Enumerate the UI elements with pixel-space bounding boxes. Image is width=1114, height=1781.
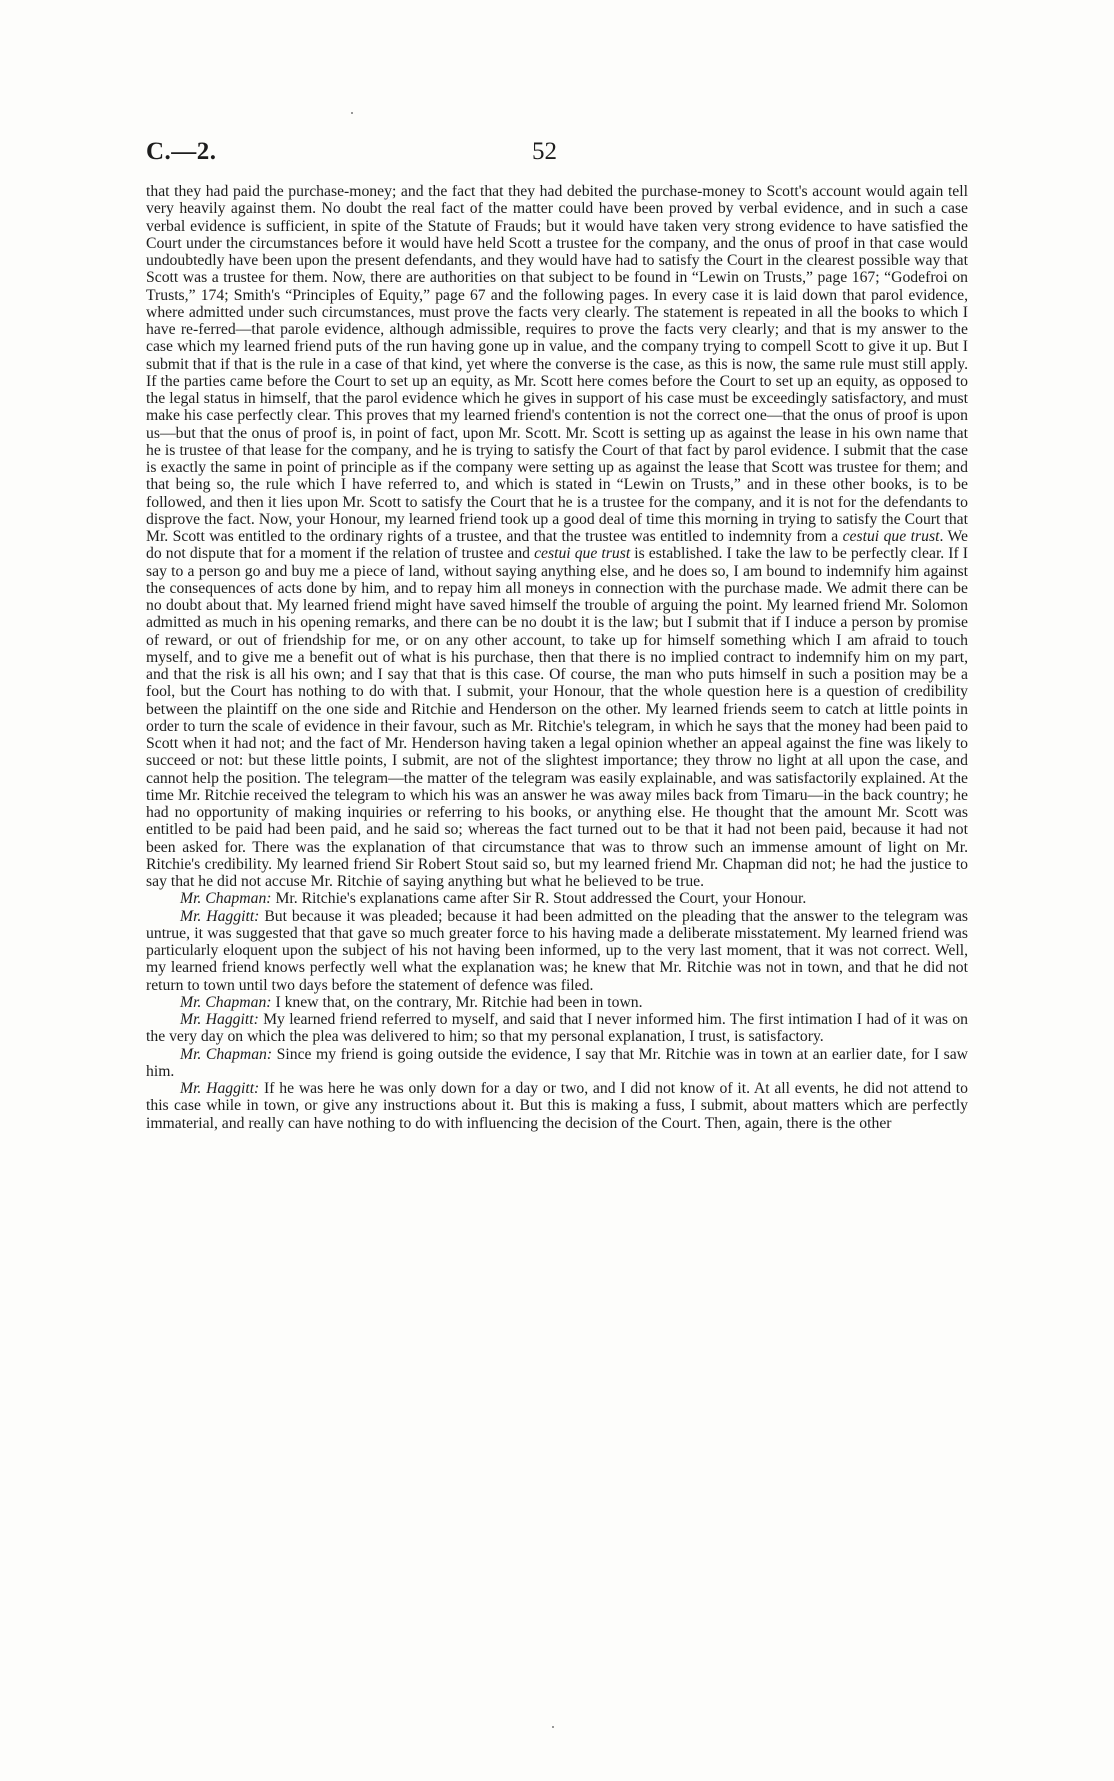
scan-speck <box>351 112 353 114</box>
page-number: 52 <box>532 138 557 165</box>
italic-text: cestui que trust <box>842 528 940 545</box>
scan-speck <box>552 1726 554 1728</box>
speaker-name: Mr. Chapman: <box>180 890 272 908</box>
paragraph <box>146 1080 968 1132</box>
italic-text: cestui que trust <box>534 545 631 563</box>
paragraph-text: If he was here he was only down for a day or two, and I did not know of it. At all events, he did not attend to this case while in town, or give any instructions about it. But this is making a fuss, I submit, about matters which are perfectly immaterial, and really can have nothing to do with influencing the decision of the Court. Then, again, there is the other <box>146 1080 969 1132</box>
speaker-name: Mr. Haggitt: <box>180 907 260 925</box>
speaker-name: Mr. Chapman: <box>180 1045 273 1063</box>
paragraph-text: I knew that, on the contrary, Mr. Ritchie had been in town. <box>275 993 643 1011</box>
body-text <box>146 183 968 1132</box>
paragraph-text: . We do not dispute that for a moment if the relation of trustee and <box>146 528 969 563</box>
paragraph <box>146 890 968 907</box>
paragraph <box>146 1046 968 1081</box>
paragraph <box>146 183 968 890</box>
paragraph <box>146 908 968 994</box>
paragraph-text: My learned friend referred to myself, and said that I never informed him. The first intimation I had of it was on the very day on which the plea was delivered to him; so that my personal explanation, I trust, is satisfactory. <box>146 1011 969 1046</box>
speaker-name: Mr. Haggitt: <box>180 1011 259 1028</box>
paragraph-text: Since my friend is going outside the evidence, I say that Mr. Ritchie was in town at an earlier date, for I saw him. <box>146 1045 969 1080</box>
paragraph-text: is established. I take the law to be perfectly clear. If I say to a person go and buy me a piece of land, without saying anything else, and he does so, I am bound to indemnify him against the consequences of acts done by him, and to repay him all moneys in connection with the purchase made. We admit there can be no doubt about that. My learned friend might have saved himself the trouble of arguing the point. My learned friend Mr. Solomon admitted as much in his opening remarks, and there can be no doubt it is the law; but I submit that if I induce a person by promise of reward, or out of friendship for me, or on any other account, to take up for himself something which I am afraid to touch myself, and to give me a benefit out of what is his purchase, then that there is no implied contract to indemnify him on my part, and that the risk is all his own; and I say that that is this case. Of course, the man who puts himself in such a position may be a fool, but the Court has nothing to do with that. I submit, your Honour, that the whole question here is a question of credibility between the plaintiff on the one side and Ritchie and Henderson on the other. My learned friends seem to catch at little points in order to turn the scale of evidence in their favour, such as Mr. Ritchie's telegram, in which he says that the money had been paid to Scott when it had not; and the fact of Mr. Henderson having taken a legal opinion whether an appeal against the fine was likely to succeed or not: but these little points, I submit, are not of the slightest importance; they throw no light at all upon the case, and cannot help the position. The telegram—the matter of the telegram was easily explainable, and was satisfactorily explained. At the time Mr. Ritchie received the telegram to which his was an answer he was away miles back from Timaru—in the back country; he had no opportunity of making inquiries or referring to his books, or anything else. He thought that the amount Mr. Scott was entitled to be paid had been paid, and he said so; whereas the fact turned out to be that it had not been paid, because it had not been asked for. There was the explanation of that circumstance that was to throw such an immense amount of light on Mr. Ritchie's credibility. My learned friend Sir Robert Stout said so, but my learned friend Mr. Chapman did not; he had the justice to say that he did not accuse Mr. Ritchie of saying anything but what he believed to be true. <box>146 545 969 890</box>
paragraph-text: But because it was pleaded; because it had been admitted on the pleading that the answer to the telegram was untrue, it was suggested that that gave so much greater force to his having made a deliberate misstatement. My learned friend was particularly eloquent upon the subject of his not having been informed, up to the very last moment, that it was not correct. Well, my learned friend knows perfectly well what the explanation was; he knew that Mr. Ritchie was not in town, and that he did not return to town until two days before the statement of defence was filed. <box>146 907 969 994</box>
page-header <box>146 138 968 172</box>
document-code: C.—2. <box>146 138 217 165</box>
speaker-name: Mr. Haggitt: <box>180 1080 260 1097</box>
paragraph-text: Mr. Ritchie's explanations came after Sir R. Stout addressed the Court, your Honour. <box>275 890 807 908</box>
paragraph-text: that they had paid the purchase-money; and the fact that they had debited the purchase-money to Scott's account would again tell very heavily against them. No doubt the real fact of the matter could have been proved by verbal evidence, and in such a case verbal evidence is sufficient, in spite of the Statute of Frauds; but it would have taken very strong evidence to have satisfied the Court under the circumstances before it would have held Scott a trustee for the company, and the onus of proof in that case would undoubtedly have been upon the present defendants, and they would have had to satisfy the Court in the clearest possible way that Scott was a trustee for them. Now, there are authorities on that subject to be found in “Lewin on Trusts,” page 167; “Godefroi on Trusts,” 174; Smith's “Principles of Equity,” page 67 and the following pages. In every case it is laid down that parol evidence, where admitted under such circumstances, must prove the facts very clearly. The statement is repeated in all the books to which I have re-ferred—that parole evidence, although admissible, requires to prove the facts very clearly; and that is my answer to the case which my learned friend puts of the run having gone up in value, and the company trying to compell Scott to give it up. But I submit that if that is the rule in a case of that kind, yet where the converse is the case, as this is now, the same rule must still apply. If the parties came before the Court to set up an equity, as Mr. Scott here comes before the Court to set up an equity, as opposed to the legal status in himself, that the parol evidence which he gives in support of his case must be exceedingly satisfactory, and must make his case perfectly clear. This proves that my learned friend's contention is not the correct one—that the onus of proof is upon us—but that the onus of proof is, in point of fact, upon Mr. Scott. Mr. Scott is setting up as against the lease in his own name that he is trustee of that lease for the company, and he is trying to satisfy the Court of that fact by parol evidence. I submit that the case is exactly the same in point of principle as if the company were setting up as against the lease that Scott was trustee for them; and that being so, the rule which I have referred to, and which is stated in “Lewin on Trusts,” and in these other books, is to be followed, and then it lies upon Mr. Scott to satisfy the Court that he is a trustee for the company, and it is not for the defendants to disprove the fact. Now, your Honour, my learned friend took up a good deal of time this morning in trying to satisfy the Court that Mr. Scott was entitled to the ordinary rights of a trustee, and that the trustee was entitled to indemnity from a <box>146 183 968 545</box>
paragraph <box>146 1011 968 1046</box>
paragraph <box>146 994 968 1011</box>
speaker-name: Mr. Chapman: <box>180 993 272 1011</box>
